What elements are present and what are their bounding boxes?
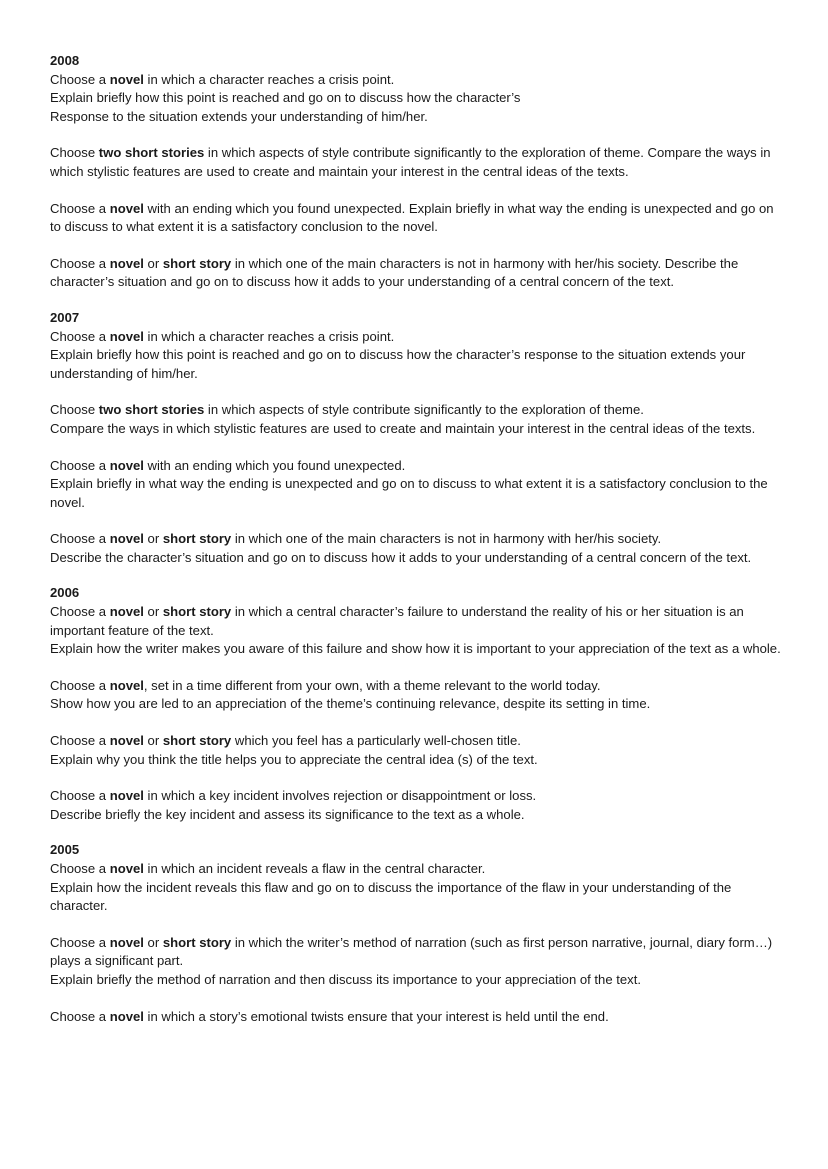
question-paragraph: Explain how the writer makes you aware of this failure and show how it is important to your appreciation of the text as a whole. <box>50 641 781 657</box>
question-block <box>50 603 785 659</box>
keyword: short story <box>162 604 232 620</box>
question-block <box>50 401 785 438</box>
question-paragraph: Choose a novel in which a character reaches a crisis point. <box>50 71 395 87</box>
keyword: novel <box>109 934 144 950</box>
keyword: novel <box>109 200 144 216</box>
question-block <box>50 200 785 237</box>
question-block <box>50 1008 785 1027</box>
keyword: novel <box>109 531 144 547</box>
keyword: novel <box>109 255 144 271</box>
keyword: novel <box>109 457 144 473</box>
keyword: novel <box>109 861 144 876</box>
question-paragraph: Response to the situation extends your understanding of him/her. <box>50 108 428 124</box>
keyword: novel <box>109 1008 144 1024</box>
question-paragraph: Choose a novel with an ending which you found unexpected. <box>50 457 406 473</box>
question-paragraph: Choose a novel or short story in which a central character’s failure to understand the reality of his or her situation is an important feature of the text. <box>50 604 744 638</box>
question-block <box>50 860 785 916</box>
year-heading-2008: 2008 <box>50 53 80 68</box>
keyword: two short stories <box>98 402 205 418</box>
keyword: two short stories <box>98 145 205 161</box>
question-block <box>50 787 785 824</box>
question-block <box>50 71 785 127</box>
keyword: novel <box>109 604 144 620</box>
question-block <box>50 934 785 990</box>
question-block <box>50 255 785 292</box>
question-paragraph: Explain why you think the title helps you to appreciate the central idea (s) of the text. <box>50 751 538 767</box>
keyword: short story <box>162 531 232 547</box>
question-block <box>50 328 785 384</box>
question-paragraph: Explain briefly how this point is reached and go on to discuss how the character’s <box>50 90 521 106</box>
keyword: short story <box>162 255 232 271</box>
question-block <box>50 457 785 513</box>
document-page <box>50 52 785 1026</box>
question-paragraph: Choose a novel in which an incident reveals a flaw in the central character. <box>50 861 486 876</box>
keyword: novel <box>109 328 144 344</box>
question-block <box>50 530 785 567</box>
question-paragraph: Choose a novel or short story which you feel has a particularly well-chosen title. <box>50 733 521 749</box>
question-paragraph: Choose a novel or short story in which one of the main characters is not in harmony with her/his society. <box>50 531 662 547</box>
question-paragraph: Choose two short stories in which aspects of style contribute significantly to the exploration of theme. Compare the ways in which stylistic features are used to create and maintain your interest in the central ideas of the texts. <box>50 145 771 179</box>
question-paragraph: Describe the character’s situation and go on to discuss how it adds to your understanding of a central concern of the text. <box>50 549 752 565</box>
keyword: novel <box>109 677 144 693</box>
question-paragraph: Show how you are led to an appreciation of the theme’s continuing relevance, despite its setting in time. <box>50 696 651 712</box>
question-paragraph: Explain briefly how this point is reached and go on to discuss how the character’s response to the situation extends your understanding of him/her. <box>50 347 746 381</box>
question-paragraph: Choose two short stories in which aspects of style contribute significantly to the exploration of theme. <box>50 402 644 418</box>
question-paragraph: Explain briefly in what way the ending is unexpected and go on to discuss to what extent it is a satisfactory conclusion to the novel. <box>50 476 768 510</box>
keyword: short story <box>162 934 232 950</box>
question-block <box>50 732 785 769</box>
question-paragraph: Choose a novel or short story in which one of the main characters is not in harmony with her/his society. Describe the character’s situation and go on to discuss how it adds to your understanding of a central concern of the text. <box>50 255 739 290</box>
question-paragraph: Describe briefly the key incident and assess its significance to the text as a whole. <box>50 806 525 822</box>
year-heading-2005: 2005 <box>50 842 80 858</box>
question-block <box>50 677 785 714</box>
question-paragraph: Choose a novel in which a key incident involves rejection or disappointment or loss. <box>50 788 537 804</box>
keyword: novel <box>109 733 144 749</box>
question-paragraph: Choose a novel in which a character reaches a crisis point. <box>50 328 395 344</box>
year-heading-2006: 2006 <box>50 585 80 601</box>
keyword: short story <box>162 733 232 749</box>
question-paragraph: Explain briefly the method of narration and then discuss its importance to your appreciation of the text. <box>50 971 642 987</box>
question-block <box>50 144 785 181</box>
question-paragraph: Choose a novel, set in a time different from your own, with a theme relevant to the world today. <box>50 677 601 693</box>
question-paragraph: Choose a novel in which a story’s emotional twists ensure that your interest is held until the end. <box>50 1008 609 1024</box>
question-paragraph: Explain how the incident reveals this flaw and go on to discuss the importance of the flaw in your understanding of the character. <box>50 879 732 914</box>
keyword: novel <box>109 788 144 804</box>
question-paragraph: Choose a novel with an ending which you found unexpected. Explain briefly in what way the ending is unexpected and go on to discuss to what extent it is a satisfactory conclusion to the novel. <box>50 200 774 235</box>
question-paragraph: Compare the ways in which stylistic features are used to create and maintain your interest in the central ideas of the texts. <box>50 420 756 436</box>
keyword: novel <box>109 71 144 87</box>
question-paragraph: Choose a novel or short story in which the writer’s method of narration (such as first person narrative, journal, diary form…) plays a significant part. <box>50 934 773 969</box>
year-heading-2007: 2007 <box>50 309 80 325</box>
